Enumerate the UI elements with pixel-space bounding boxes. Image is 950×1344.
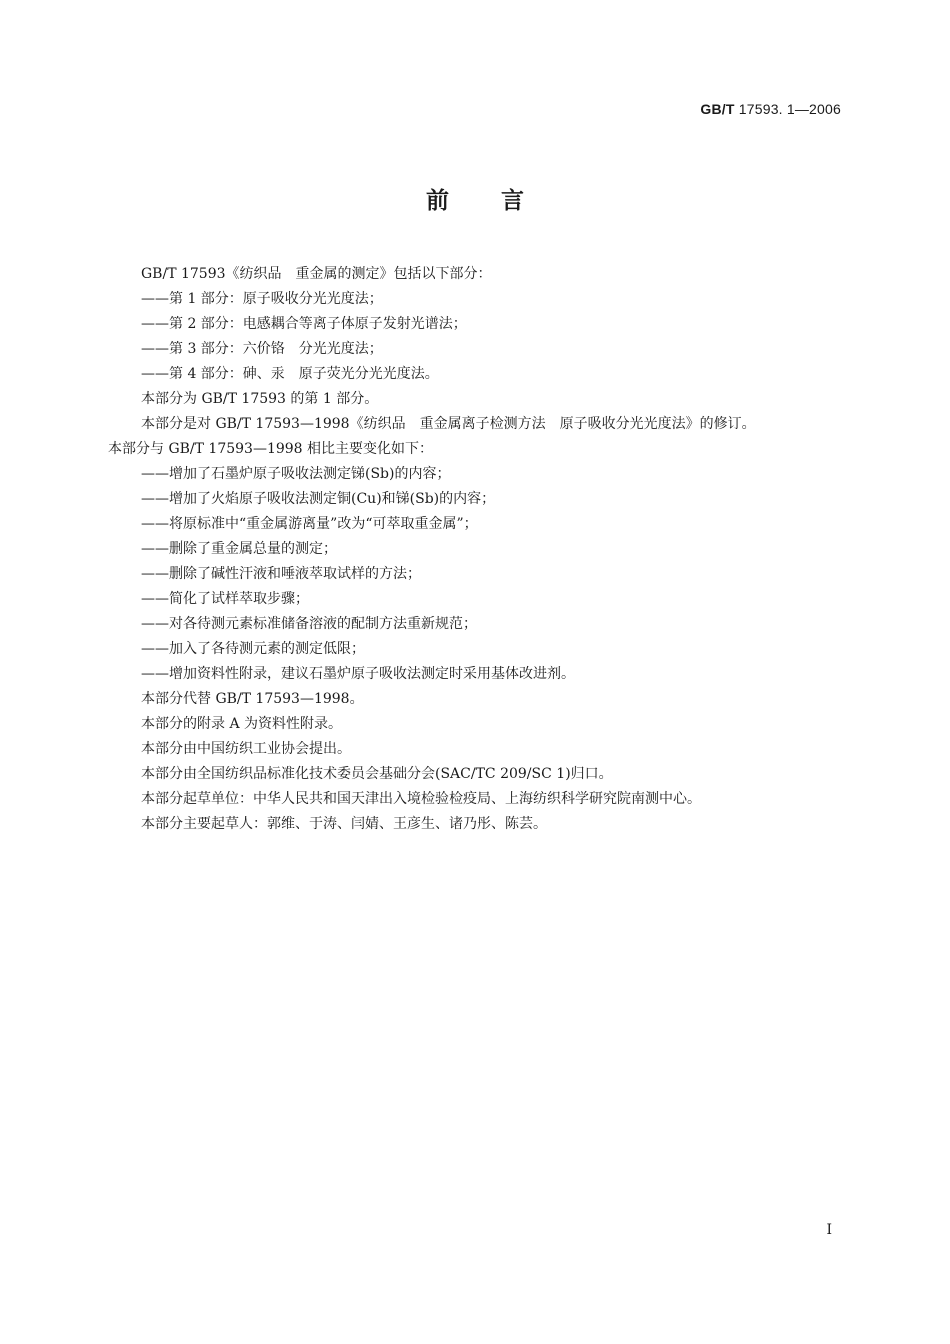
paragraph-line: 本部分主要起草人：郭维、于涛、闫婧、王彦生、诸乃彤、陈芸。 xyxy=(141,816,547,832)
paragraph-line: 本部分起草单位：中华人民共和国天津出入境检验检疫局、上海纺织科学研究院南测中心。 xyxy=(141,791,701,807)
paragraph-line: 本部分为 GB/T 17593 的第 1 部分。 xyxy=(141,391,379,407)
list-item: ——第 2 部分：电感耦合等离子体原子发射光谱法； xyxy=(141,316,467,332)
paragraph-line: 本部分是对 GB/T 17593—1998《纺织品 重金属离子检测方法 原子吸收分光光度法》的修订。 xyxy=(141,416,756,432)
list-item: ——简化了试样萃取步骤； xyxy=(141,591,309,607)
list-item: ——增加了石墨炉原子吸收法测定锑(Sb)的内容； xyxy=(141,466,451,482)
document-body xyxy=(108,262,848,837)
paragraph-line: 本部分代替 GB/T 17593—1998。 xyxy=(141,691,364,707)
list-item: ——第 3 部分：六价铬 分光光度法； xyxy=(141,341,383,357)
list-item: ——第 4 部分：砷、汞 原子荧光分光光度法。 xyxy=(141,366,439,382)
page-title: 前言 xyxy=(426,188,576,214)
list-item: ——删除了重金属总量的测定； xyxy=(141,541,337,557)
paragraph-line: 本部分的附录 A 为资料性附录。 xyxy=(141,716,343,732)
list-item: ——删除了碱性汗液和唾液萃取试样的方法； xyxy=(141,566,421,582)
paragraph-line: GB/T 17593《纺织品 重金属的测定》包括以下部分： xyxy=(141,266,492,282)
standard-number: 17593. 1—2006 xyxy=(734,101,841,117)
paragraph-line: 本部分由全国纺织品标准化技术委员会基础分会(SAC/TC 209/SC 1)归口。 xyxy=(141,766,613,782)
standard-code xyxy=(700,101,841,117)
paragraph-line: 本部分由中国纺织工业协会提出。 xyxy=(141,741,351,757)
list-item: ——加入了各待测元素的测定低限； xyxy=(141,641,365,657)
page-number: I xyxy=(826,1222,832,1238)
list-item: ——增加了火焰原子吸收法测定铜(Cu)和锑(Sb)的内容； xyxy=(141,491,496,507)
paragraph-line: 本部分与 GB/T 17593—1998 相比主要变化如下： xyxy=(108,441,434,457)
list-item: ——第 1 部分：原子吸收分光光度法； xyxy=(141,291,383,307)
list-item: ——增加资料性附录，建议石墨炉原子吸收法测定时采用基体改进剂。 xyxy=(141,666,575,682)
list-item: ——将原标准中“重金属游离量”改为“可萃取重金属”； xyxy=(141,516,478,532)
standard-prefix: GB/T xyxy=(700,101,735,117)
list-item: ——对各待测元素标准储备溶液的配制方法重新规范； xyxy=(141,616,477,632)
